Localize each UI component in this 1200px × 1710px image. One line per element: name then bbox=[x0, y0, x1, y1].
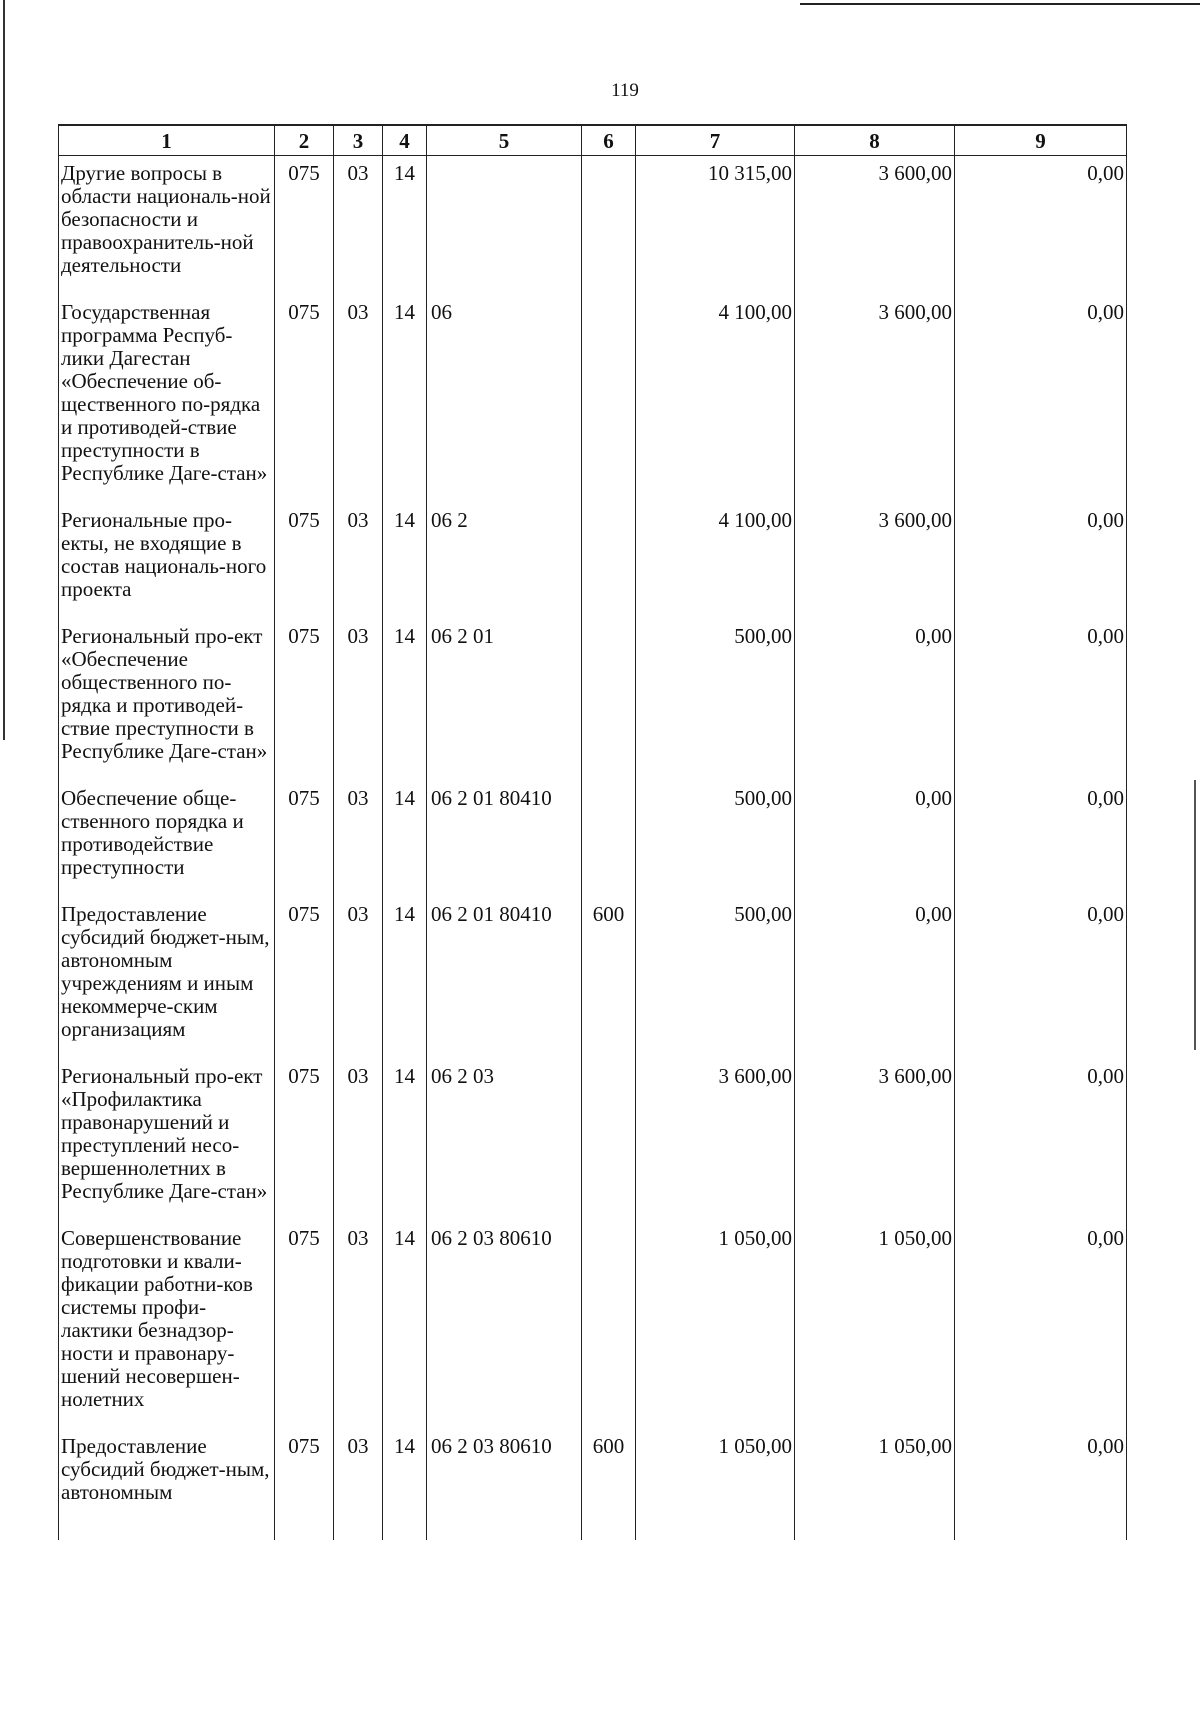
cell-col2: 075 bbox=[275, 1429, 334, 1540]
column-header: 8 bbox=[795, 125, 955, 156]
table-row bbox=[59, 1059, 1127, 1221]
table-row bbox=[59, 156, 1127, 296]
cell-col4: 14 bbox=[383, 1221, 427, 1429]
cell-col8: 3 600,00 bbox=[795, 295, 955, 503]
cell-col7: 500,00 bbox=[636, 897, 795, 1059]
row-name: Обеспечение обще-ственного порядка и противодействие преступности bbox=[59, 781, 275, 897]
cell-col2: 075 bbox=[275, 1059, 334, 1221]
cell-col4: 14 bbox=[383, 156, 427, 296]
table-row bbox=[59, 503, 1127, 619]
cell-col4: 14 bbox=[383, 1429, 427, 1540]
cell-col7: 1 050,00 bbox=[636, 1221, 795, 1429]
cell-col3: 03 bbox=[334, 503, 383, 619]
cell-col2: 075 bbox=[275, 1221, 334, 1429]
column-header: 6 bbox=[582, 125, 636, 156]
cell-col8: 3 600,00 bbox=[795, 156, 955, 296]
cell-col7: 500,00 bbox=[636, 781, 795, 897]
cell-col6 bbox=[582, 619, 636, 781]
cell-col9: 0,00 bbox=[955, 295, 1127, 503]
cell-col4: 14 bbox=[383, 1059, 427, 1221]
row-name: Региональный про-ект «Обеспечение общественного по-рядка и противодей-ствие преступности в Республике Даге-стан» bbox=[59, 619, 275, 781]
cell-col5: 06 2 03 bbox=[427, 1059, 582, 1221]
cell-col2: 075 bbox=[275, 156, 334, 296]
cell-col5: 06 2 bbox=[427, 503, 582, 619]
scan-edge-top bbox=[800, 3, 1200, 5]
cell-col4: 14 bbox=[383, 781, 427, 897]
table-row bbox=[59, 897, 1127, 1059]
cell-col3: 03 bbox=[334, 295, 383, 503]
cell-col8: 0,00 bbox=[795, 619, 955, 781]
cell-col2: 075 bbox=[275, 619, 334, 781]
cell-col4: 14 bbox=[383, 503, 427, 619]
cell-col9: 0,00 bbox=[955, 1221, 1127, 1429]
cell-col3: 03 bbox=[334, 1059, 383, 1221]
column-header: 2 bbox=[275, 125, 334, 156]
header-row bbox=[59, 125, 1127, 156]
budget-table bbox=[58, 124, 1127, 1540]
cell-col8: 0,00 bbox=[795, 897, 955, 1059]
cell-col3: 03 bbox=[334, 619, 383, 781]
column-header: 1 bbox=[59, 125, 275, 156]
cell-col5: 06 2 01 80410 bbox=[427, 897, 582, 1059]
cell-col6 bbox=[582, 781, 636, 897]
row-name: Региональные про-екты, не входящие в состав националь-ного проекта bbox=[59, 503, 275, 619]
cell-col9: 0,00 bbox=[955, 1059, 1127, 1221]
table-row bbox=[59, 1221, 1127, 1429]
cell-col9: 0,00 bbox=[955, 503, 1127, 619]
cell-col2: 075 bbox=[275, 897, 334, 1059]
cell-col3: 03 bbox=[334, 897, 383, 1059]
cell-col8: 1 050,00 bbox=[795, 1429, 955, 1540]
cell-col9: 0,00 bbox=[955, 897, 1127, 1059]
cell-col7: 4 100,00 bbox=[636, 503, 795, 619]
scan-edge-left bbox=[3, 0, 5, 740]
cell-col6 bbox=[582, 156, 636, 296]
page-number: 119 bbox=[611, 80, 639, 101]
table-row bbox=[59, 619, 1127, 781]
cell-col6 bbox=[582, 1221, 636, 1429]
row-name: Предоставление субсидий бюджет-ным, автономным учреждениям и иным некоммерче-ским организациям bbox=[59, 897, 275, 1059]
cell-col2: 075 bbox=[275, 781, 334, 897]
column-header: 4 bbox=[383, 125, 427, 156]
cell-col5: 06 2 03 80610 bbox=[427, 1221, 582, 1429]
cell-col6 bbox=[582, 1059, 636, 1221]
cell-col6 bbox=[582, 295, 636, 503]
cell-col7: 3 600,00 bbox=[636, 1059, 795, 1221]
column-header: 7 bbox=[636, 125, 795, 156]
cell-col3: 03 bbox=[334, 1221, 383, 1429]
scan-edge-right bbox=[1194, 780, 1196, 1050]
cell-col5 bbox=[427, 156, 582, 296]
cell-col6 bbox=[582, 503, 636, 619]
column-header: 9 bbox=[955, 125, 1127, 156]
cell-col8: 3 600,00 bbox=[795, 1059, 955, 1221]
cell-col5: 06 2 03 80610 bbox=[427, 1429, 582, 1540]
cell-col9: 0,00 bbox=[955, 156, 1127, 296]
row-name: Предоставление субсидий бюджет-ным, автономным bbox=[59, 1429, 275, 1540]
row-name: Другие вопросы в области националь-ной безопасности и правоохранитель-ной деятельности bbox=[59, 156, 275, 296]
cell-col7: 1 050,00 bbox=[636, 1429, 795, 1540]
table-row bbox=[59, 1429, 1127, 1540]
cell-col3: 03 bbox=[334, 781, 383, 897]
cell-col3: 03 bbox=[334, 156, 383, 296]
cell-col3: 03 bbox=[334, 1429, 383, 1540]
table-row bbox=[59, 295, 1127, 503]
cell-col6: 600 bbox=[582, 1429, 636, 1540]
cell-col8: 1 050,00 bbox=[795, 1221, 955, 1429]
cell-col4: 14 bbox=[383, 897, 427, 1059]
cell-col5: 06 2 01 bbox=[427, 619, 582, 781]
cell-col6: 600 bbox=[582, 897, 636, 1059]
column-header: 5 bbox=[427, 125, 582, 156]
cell-col2: 075 bbox=[275, 295, 334, 503]
cell-col9: 0,00 bbox=[955, 781, 1127, 897]
row-name: Совершенствование подготовки и квали-фикации работни-ков системы профи-лактики безнадзор-ности и правонару-шений несовершен-нолетних bbox=[59, 1221, 275, 1429]
cell-col9: 0,00 bbox=[955, 1429, 1127, 1540]
cell-col7: 500,00 bbox=[636, 619, 795, 781]
cell-col5: 06 2 01 80410 bbox=[427, 781, 582, 897]
cell-col4: 14 bbox=[383, 619, 427, 781]
cell-col7: 4 100,00 bbox=[636, 295, 795, 503]
row-name: Региональный про-ект «Профилактика правонарушений и преступлений несо-вершеннолетних в Республике Даге-стан» bbox=[59, 1059, 275, 1221]
row-name: Государственная программа Респуб-лики Дагестан «Обеспечение об-щественного по-рядка и противодей-ствие преступности в Республике Даге-стан» bbox=[59, 295, 275, 503]
cell-col5: 06 bbox=[427, 295, 582, 503]
cell-col7: 10 315,00 bbox=[636, 156, 795, 296]
cell-col4: 14 bbox=[383, 295, 427, 503]
table-row bbox=[59, 781, 1127, 897]
cell-col8: 0,00 bbox=[795, 781, 955, 897]
column-header: 3 bbox=[334, 125, 383, 156]
cell-col8: 3 600,00 bbox=[795, 503, 955, 619]
cell-col2: 075 bbox=[275, 503, 334, 619]
cell-col9: 0,00 bbox=[955, 619, 1127, 781]
